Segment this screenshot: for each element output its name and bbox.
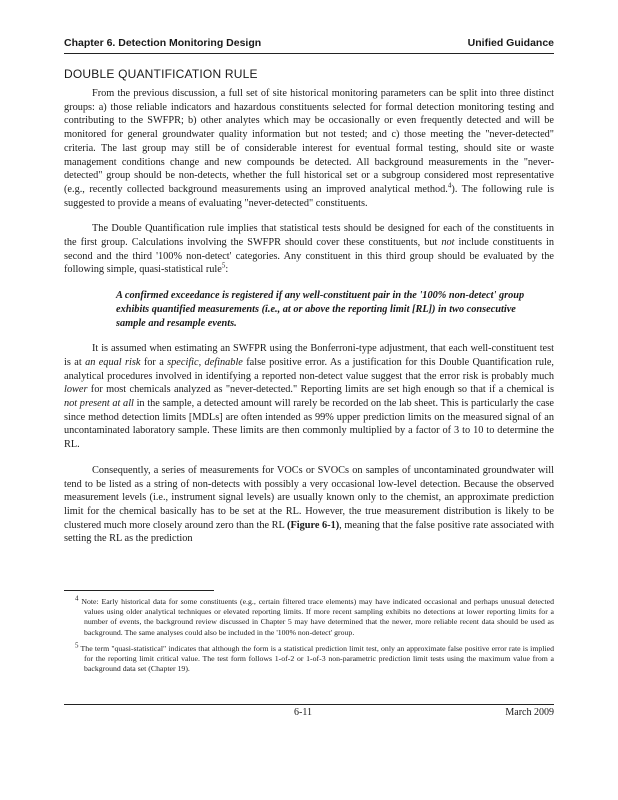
document-title: Unified Guidance [467, 37, 554, 49]
page-number: 6-11 [294, 707, 312, 718]
footnotes [64, 590, 554, 680]
paragraph-1: From the previous discussion, a full set of site historical monitoring parameters can be split into three distinct groups: a) those reliable indicators and hazardous constituents selected for formal detection monitoring testing and contributing to the SWFPR; b) other analytes which may be occasionally or even frequently detected and will be monitored for general groundwater quality information but not tested; and c) those meeting the "never-detected" criteria. The last group may still be of considerable interest for eventual formal testing, should site or waste management conditions change and new compounds be detected. All background measurements in the "never-detected" group should be non-detects, whether the full historical set or a subgroup considered most representative (e.g., recently collected background measurements using an improved analytical method.$^4$). The following rule is suggested to provide a means of evaluating "never-detected" constituents. [64, 88, 555, 209]
publication-date: March 2009 [505, 707, 554, 718]
footnote-ref-5: 5 [221, 262, 226, 271]
paragraph-4: Consequently, a series of measurements for VOCs or SVOCs on samples of uncontaminated groundwater will tend to be listed as a string of non-detects with possibly a very occasional low-level detection. Because the observed measurement levels (i.e., instrument signal levels) are usually known only to the chemist, an approximate prediction limit for the chemical basically has to be set at the RL. However, the true measurement distribution is likely to be clustered much more closely around zero than the RL (Figure 6-1), meaning that the false positive rate associated with setting the RL as the prediction [64, 464, 554, 545]
paragraph-2: The Double Quantification rule implies that statistical tests should be designed for each of the constituents in the first group. Calculations involving the SWFPR should cover these constituents, but not include constituents in second and the third '100% non-detect' categories. Any constituent in this third group should be evaluated by the following simple, quasi-statistical rule$^5$: [64, 223, 554, 276]
footnote-ref-4: 4 [447, 181, 452, 190]
figure-reference[interactable]: (Figure 6-1) [287, 519, 340, 531]
double-quantification-rule: A confirmed exceedance is registered if any well-constituent pair in the '100% non-detect' group exhibits quantified measurements (i.e., at or above the reporting limit [RL]) in two consecutive sample and resample events. [116, 290, 525, 329]
section-title: DOUBLE QUANTIFICATION RULE [64, 67, 258, 81]
page-header [64, 37, 554, 54]
paragraph-3: It is assumed when estimating an SWFPR using the Bonferroni-type adjustment, that each well-constituent test is at an equal risk for a specific, definable false positive error. As a justification for this Double Quantification rule, analytical procedures involved in identifying a reported non-detect value suggest that the error risk is probably much lower for most chemicals analyzed as "never-detected." Reporting limits are set high enough so that if a chemical is not present at all in the sample, a detected amount will rarely be recorded on the lab sheet. This is particularly the case since method detection limits [MDLs] are often intended as 99% upper prediction limits on the measured signal of an uncontaminated laboratory sample. These limits are then commonly multiplied by a factor of 3 to 10 to determine the RL. [64, 343, 554, 451]
footnote-4: $^4$ Note: Early historical data for some constituents (e.g., certain filtered trace elements) may have indicated occasional and perhaps unusual detected values using older analytical techniques or elevated reporting limits. If more recent sampling exhibits no detections at lower reporting limits for a number of events, the background review discussed in Chapter 5 may have determined that the newer, more reliable recent data should be used as background. The same analyses could also be included in the '100% non-detect' group. [75, 594, 554, 637]
footnote-divider [64, 590, 214, 591]
main-text [64, 87, 554, 558]
page-footer [64, 704, 554, 719]
chapter-title: Chapter 6. Detection Monitoring Design [64, 37, 262, 49]
footnote-5: $^5$ The term "quasi-statistical" indicates that although the form is a statistical prediction limit test, only an approximate false positive error rate is implied for the reporting limit critical value. The test form follows 1-of-2 or 1-of-3 non-parametric prediction limit tests using the maximum value from a background data set (Chapter 19). [75, 641, 554, 674]
